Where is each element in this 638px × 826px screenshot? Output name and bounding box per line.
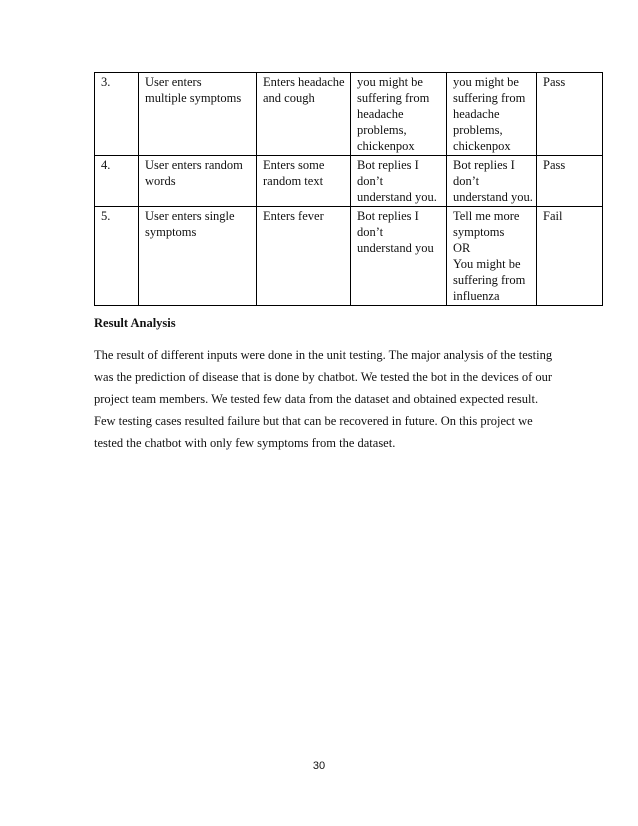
cell-expected-output — [351, 73, 447, 156]
cell-line: and cough — [263, 91, 315, 105]
cell-line: chickenpox — [357, 139, 415, 153]
cell-line: don’t — [453, 174, 480, 188]
cell-expected-output — [351, 156, 447, 207]
cell-line: influenza — [453, 289, 500, 303]
cell-line: Enters fever — [263, 209, 324, 223]
cell-line: don’t — [357, 174, 384, 188]
cell-line: don’t — [357, 225, 384, 239]
cell-line: you might be — [453, 75, 519, 89]
table-row — [95, 156, 603, 207]
table-row — [95, 73, 603, 156]
cell-test-number: 5. — [95, 207, 139, 306]
cell-test-number: 4. — [95, 156, 139, 207]
cell-line: symptoms — [145, 225, 197, 239]
cell-line: random text — [263, 174, 324, 188]
result-analysis-heading: Result Analysis — [94, 316, 176, 330]
cell-line: OR — [453, 241, 471, 255]
cell-expected-output — [351, 207, 447, 306]
cell-test-description — [139, 207, 257, 306]
cell-test-status: Fail — [537, 207, 603, 306]
cell-line: User enters random — [145, 158, 243, 172]
cell-line: understand you. — [357, 190, 437, 204]
cell-test-input — [257, 156, 351, 207]
cell-actual-output — [447, 156, 537, 207]
cell-test-status: Pass — [537, 156, 603, 207]
cell-test-input — [257, 73, 351, 156]
cell-line: headache — [357, 107, 404, 121]
cell-actual-output — [447, 207, 537, 306]
cell-line: understand you — [357, 241, 434, 255]
result-analysis-paragraph — [94, 344, 564, 454]
cell-line: Enters headache — [263, 75, 345, 89]
cell-line: chickenpox — [453, 139, 511, 153]
test-case-table — [94, 72, 603, 306]
cell-line: symptoms — [453, 225, 505, 239]
cell-line: Bot replies I — [453, 158, 515, 172]
cell-line: you might be — [357, 75, 423, 89]
cell-line: Tell me more — [453, 209, 520, 223]
page-number: 30 — [312, 760, 326, 772]
cell-line: User enters single — [145, 209, 235, 223]
paragraph-line: tested the chatbot with only few symptoms from the dataset. — [94, 436, 396, 450]
cell-line: suffering from — [453, 273, 526, 287]
cell-line: You might be — [453, 257, 521, 271]
cell-line: Bot replies I — [357, 158, 419, 172]
cell-test-number: 3. — [95, 73, 139, 156]
cell-line: multiple symptoms — [145, 91, 242, 105]
cell-line: problems, — [357, 123, 407, 137]
cell-line: problems, — [453, 123, 503, 137]
cell-line: suffering from — [453, 91, 526, 105]
cell-test-description — [139, 73, 257, 156]
cell-actual-output — [447, 73, 537, 156]
cell-line: Bot replies I — [357, 209, 419, 223]
cell-line: suffering from — [357, 91, 430, 105]
cell-line: headache — [453, 107, 500, 121]
paragraph-line: The result of different inputs were done in the unit testing. The major analysis of the testing — [94, 348, 553, 362]
cell-test-input — [257, 207, 351, 306]
table-row — [95, 207, 603, 306]
cell-line: Enters some — [263, 158, 325, 172]
cell-test-description — [139, 156, 257, 207]
cell-line: understand you. — [453, 190, 533, 204]
cell-line: words — [145, 174, 176, 188]
cell-line: User enters — [145, 75, 202, 89]
paragraph-line: project team members. We tested few data from the dataset and obtained expected result. — [94, 392, 539, 406]
paragraph-line: Few testing cases resulted failure but that can be recovered in future. On this project we — [94, 414, 533, 428]
cell-test-status: Pass — [537, 73, 603, 156]
paragraph-line: was the prediction of disease that is done by chatbot. We tested the bot in the devices of our — [94, 370, 553, 384]
test-case-table-body — [95, 73, 603, 306]
